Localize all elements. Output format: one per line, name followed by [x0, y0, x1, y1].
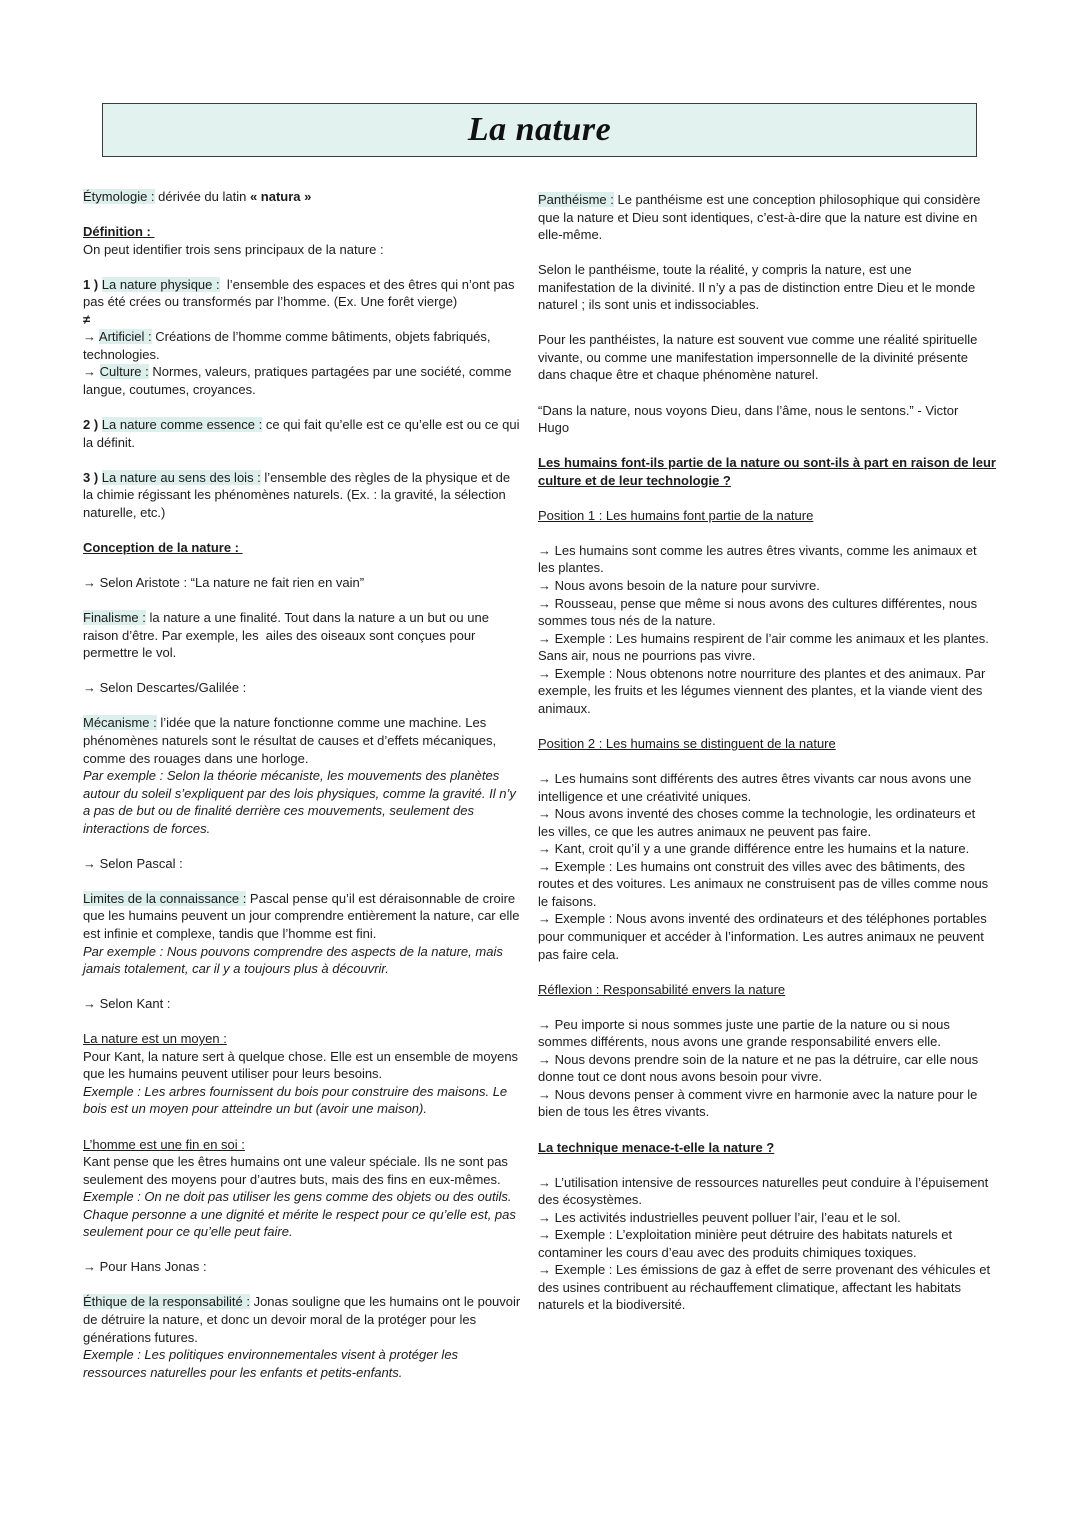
list-item: → Kant, croit qu’il y a une grande différence entre les humains et la nature. — [538, 841, 970, 857]
kant-end-heading: L’homme est une fin en soi : — [83, 1136, 245, 1152]
sense-label: La nature physique : — [101, 276, 220, 292]
responsibility-ethics — [83, 1293, 533, 1381]
sense-text: l’ensemble des règles de la physique et de la chimie régissant les phénomènes naturels. (Ex. : la gravité, la sélection naturelle, etc.) — [83, 469, 511, 520]
humans-nature-question: Les humains font-ils partie de la nature ou sont-ils à part en raison de leur culture et de leur technologie ? — [538, 455, 996, 488]
jonas-intro: → Pour Hans Jonas : — [83, 1259, 207, 1275]
technique-points — [538, 1174, 1008, 1314]
mechanism — [83, 714, 533, 837]
list-item: → Les humains sont différents des autres êtres vivants car nous avons une intelligence et une créativité uniques. — [538, 771, 972, 804]
artificial-text: Créations de l’homme comme bâtiments, objets fabriqués, technologies. — [83, 329, 491, 362]
culture-text: Normes, valeurs, pratiques partagées par une société, comme langue, coutumes, croyances. — [83, 364, 512, 398]
sense-physical-line — [83, 276, 533, 311]
sense-number: 2 ) — [83, 417, 102, 433]
arrow: → — [83, 364, 100, 380]
kant-end-example: Exemple : On ne doit pas utiliser les gens comme des objets ou des outils. Chaque personne a une dignité et mérite le respect pour ce qu’elle est, pas seulement pour ce qu’elle peut faire. — [83, 1189, 516, 1240]
etymology-line — [83, 188, 533, 206]
knowledge-limits-text: Pascal pense qu’il est déraisonnable de croire que les humains peuvent un jour comprendre entièrement la nature, car elle est infinie et complexe, tandis que l’homme est fini. — [83, 890, 520, 941]
sense-text: l’ensemble des espaces et des êtres qui n’ont pas pas été crées ou transformés par l’homme. (Ex. Une forêt vierge) — [83, 276, 515, 310]
position-1-points — [538, 542, 1008, 717]
right-column — [538, 191, 1008, 1332]
list-item: → Exemple : Les humains ont construit des villes avec des bâtiments, des routes et des voitures. Les animaux ne construisent pas de villes comme nous le faisons. — [538, 858, 989, 909]
sense-label: La nature comme essence : — [101, 417, 263, 433]
knowledge-limits-example: Par exemple : Nous pouvons comprendre des aspects de la nature, mais jamais totalement, car il y a toujours plus à découvrir. — [83, 943, 503, 977]
etymology-term: « natura » — [249, 189, 312, 204]
mechanism-text: l’idée que la nature fonctionne comme une machine. Les phénomènes naturels sont le résultat de causes et d’effets mécaniques, comme des rouages dans une horloge. — [83, 715, 497, 766]
pantheism — [538, 191, 1008, 244]
list-item: → Nous avons besoin de la nature pour survivre. — [538, 578, 820, 594]
reflection-points — [538, 1016, 1008, 1121]
list-item: → Rousseau, pense que même si nous avons des cultures différentes, nous sommes tous nés de la nature. — [538, 595, 978, 629]
culture-line — [83, 363, 533, 398]
finalism-text: la nature a une finalité. Tout dans la nature a un but ou une raison d’être. Par exemple, les ailes des oiseaux sont conçues pour permettre le vol. — [83, 610, 489, 661]
conception-heading: Conception de la nature : — [83, 539, 243, 555]
list-item: → Nous devons penser à comment vivre en harmonie avec la nature pour le bien de tous les êtres vivants. — [538, 1086, 978, 1120]
knowledge-limits — [83, 890, 533, 978]
definition-heading: Définition : — [83, 224, 155, 240]
list-item: → Peu importe si nous sommes juste une partie de la nature ou si nous sommes différents, nous avons une grande responsabilité envers elle. — [538, 1016, 950, 1050]
finalism — [83, 609, 533, 662]
sense-essence-line — [83, 416, 533, 451]
descartes-intro: → Selon Descartes/Galilée : — [83, 680, 247, 696]
responsibility-ethics-label: Éthique de la responsabilité : — [83, 1294, 250, 1310]
pantheism-definition — [538, 191, 1008, 244]
list-item: → Les humains sont comme les autres êtres vivants, comme les animaux et les plantes. — [538, 542, 977, 576]
list-item: → Nous devons prendre soin de la nature et ne pas la détruire, car elle nous donne tout ce dont nous avons besoin pour vivre. — [538, 1051, 979, 1085]
list-item: → Exemple : Nous avons inventé des ordinateurs et des téléphones portables pour communiquer et accéder à l’information. Les autres animaux ne peuvent pas faire cela. — [538, 911, 987, 962]
list-item: → Exemple : Nous obtenons notre nourriture des plantes et des animaux. Par exemple, les fruits et les légumes viennent des plantes, et la viande vient des animaux. — [538, 665, 986, 716]
finalism-line — [83, 609, 533, 662]
pascal-intro: → Selon Pascal : — [83, 855, 183, 871]
pantheism-paragraph: Selon le panthéisme, toute la réalité, y compris la nature, est une manifestation de la divinité. Il n’y a pas de distinction entre Dieu et le monde naturel ; ils sont unis et indissociables. — [538, 262, 976, 313]
sense-laws — [83, 469, 533, 522]
knowledge-limits-line — [83, 890, 533, 943]
pantheism-label: Panthéisme : — [538, 192, 614, 207]
list-item: → Exemple : Les émissions de gaz à effet de serre provenant des véhicules et des usines contribuent au réchauffement climatique, affectant les habitats naturels et la biodiversité. — [538, 1262, 991, 1313]
definition — [83, 223, 533, 258]
arrow: → — [83, 329, 99, 345]
kant-means — [83, 1030, 533, 1118]
aristotle-intro: → Selon Aristote : “La nature ne fait rien en vain” — [83, 575, 365, 591]
responsibility-ethics-text: Jonas souligne que les humains ont le pouvoir de détruire la nature, et donc un devoir moral de la protéger pour les générations futures. — [83, 1294, 521, 1345]
sense-label: La nature au sens des lois : — [101, 469, 261, 485]
position-2-points — [538, 770, 1008, 963]
sense-physical — [83, 276, 533, 399]
left-column — [83, 188, 533, 1399]
kant-means-heading: La nature est un moyen : — [83, 1031, 227, 1047]
kant-means-text: Pour Kant, la nature sert à quelque chose. Elle est un ensemble de moyens que les humains peuvent utiliser pour leurs besoins. — [83, 1048, 519, 1082]
mechanism-label: Mécanisme : — [83, 715, 157, 731]
position-1-heading: Position 1 : Les humains font partie de la nature — [538, 507, 814, 523]
responsibility-ethics-example: Exemple : Les politiques environnementales visent à protéger les ressources naturelles pour les enfants et petits-enfants. — [83, 1347, 459, 1380]
kant-means-example: Exemple : Les arbres fournissent du bois pour construire des maisons. Le bois est un moyen pour atteindre un but (avoir une maison). — [83, 1083, 508, 1117]
mechanism-example: Par exemple : Selon la théorie mécaniste, les mouvements des planètes autour du soleil s’expliquent par des lois physiques, comme la gravité. Il n’y a pas de but ou de finalité derrière ces mouvements, seulement des interactions de forces. — [83, 768, 516, 836]
page-title: La nature — [467, 111, 612, 148]
etymology-text: dérivée du latin — [154, 189, 250, 204]
list-item: → Les activités industrielles peuvent polluer l’air, l’eau et le sol. — [538, 1209, 901, 1225]
etymology — [83, 188, 533, 206]
pantheism-paragraph: Pour les panthéistes, la nature est souvent vue comme une réalité spirituelle vivante, ou comme une manifestation impersonnelle de la divinité présente dans chaque être et chaque phénomène naturel. — [538, 332, 978, 383]
culture-label: Culture : — [99, 364, 149, 380]
mechanism-line — [83, 714, 533, 767]
title-banner — [102, 103, 977, 157]
kant-end-text: Kant pense que les êtres humains ont une valeur spéciale. Ils ne sont pas seulement des moyens pour d’autres buts, mais des fins en eux-mêmes. — [83, 1154, 508, 1187]
reflection-heading: Réflexion : Responsabilité envers la nature — [538, 981, 786, 997]
artificial-label: Artificiel : — [98, 329, 152, 345]
definition-intro: On peut identifier trois sens principaux de la nature : — [83, 241, 384, 257]
list-item: → Exemple : L’exploitation minière peut détruire des habitats naturels et contaminer les cours d’eau avec des produits chimiques toxiques. — [538, 1227, 953, 1260]
not-equal-sign: ≠ — [83, 311, 91, 327]
kant-intro: → Selon Kant : — [83, 996, 171, 1012]
finalism-label: Finalisme : — [83, 610, 146, 626]
hugo-quote: “Dans la nature, nous voyons Dieu, dans l’âme, nous le sentons.” - Victor Hugo — [538, 402, 959, 436]
etymology-label: Étymologie : — [83, 189, 155, 204]
sense-essence — [83, 416, 533, 451]
list-item: → Nous avons inventé des choses comme la technologie, les ordinateurs et les villes, ce que les autres animaux ne peuvent pas faire. — [538, 806, 976, 839]
pantheism-text: Le panthéisme est une conception philosophique qui considère que la nature et Dieu sont identiques, c’est-à-dire que la nature est divine en elle-même. — [538, 192, 981, 243]
sense-text: ce qui fait qu’elle est ce qu’elle est ou ce qui la définit. — [83, 417, 520, 450]
sense-number: 3 ) — [83, 469, 102, 485]
list-item: → Exemple : Les humains respirent de l’air comme les animaux et les plantes. Sans air, nous ne pourrions pas vivre. — [538, 630, 989, 664]
technique-question: La technique menace-t-elle la nature ? — [538, 1139, 775, 1155]
responsibility-ethics-line — [83, 1293, 533, 1346]
position-2-heading: Position 2 : Les humains se distinguent de la nature — [538, 735, 836, 751]
artificial-line — [83, 328, 533, 363]
sense-number: 1 ) — [83, 276, 102, 292]
sense-laws-line — [83, 469, 533, 522]
list-item: → L’utilisation intensive de ressources naturelles peut conduire à l’épuisement des écosystèmes. — [538, 1174, 989, 1208]
knowledge-limits-label: Limites de la connaissance : — [83, 890, 247, 906]
kant-end-in-itself — [83, 1136, 533, 1241]
